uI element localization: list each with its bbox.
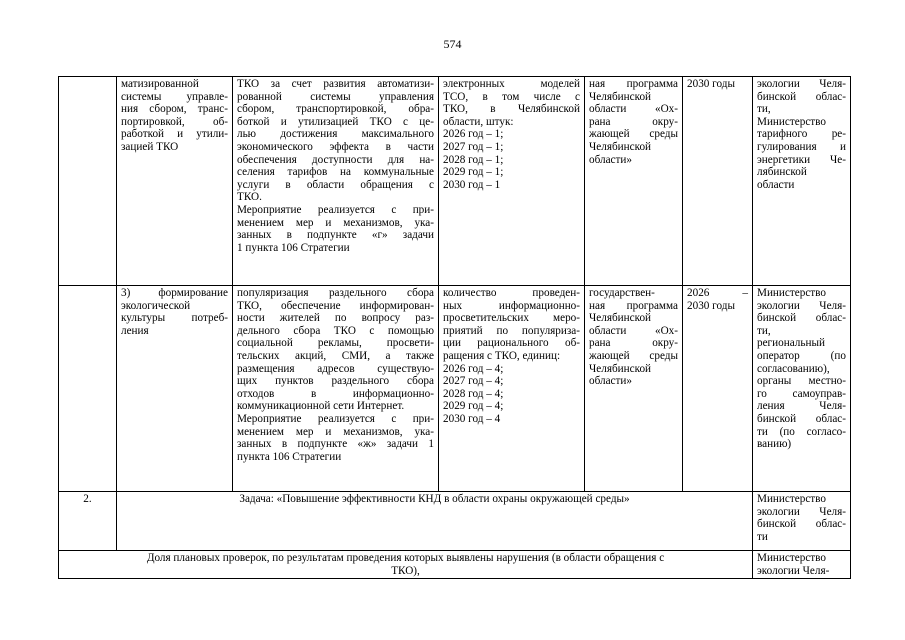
- cell-text-line: 2030 годы: [687, 78, 735, 90]
- cell-text-line: сбором, транспортировкой, обра-: [237, 103, 434, 116]
- cell-text-line: ти (по согласо-: [757, 425, 846, 438]
- cell-text-line: электронных моделей: [443, 78, 580, 90]
- indicator-cell: [439, 77, 585, 286]
- cell-text-line: го самоуправ-: [757, 387, 846, 400]
- cell-text-line: тельских акций, СМИ, а также: [237, 349, 434, 362]
- cell-text-line: рана окру-: [589, 115, 678, 128]
- task-title-cell: Задача: «Повышение эффективности КНД в области охраны окружающей среды»: [117, 492, 753, 551]
- cell-text-line: области «Ох-: [589, 324, 678, 337]
- cell-text-line: экологии Челя-: [757, 505, 846, 518]
- cell-text-line: экологической: [121, 299, 191, 312]
- cell-text-line: занных в подпункте «г» задачи: [237, 229, 434, 242]
- term-cell: [683, 77, 753, 286]
- responsible-cell: [753, 492, 851, 551]
- measures-table: [58, 76, 851, 579]
- cell-text-line: 2028 год – 4;: [443, 387, 504, 400]
- cell-text-line: ти,: [757, 103, 771, 116]
- cell-text-line: области: [757, 178, 795, 191]
- cell-text-line: ТКО, в Челябинской: [443, 103, 580, 116]
- table-row: [59, 286, 851, 492]
- cell-text-line: экономического эффекта в части: [237, 140, 434, 153]
- cell-text-line: ТСО, в том числе с: [443, 90, 580, 103]
- cell-text-line: лью достижения максимального: [237, 128, 434, 141]
- cell-text-line: бинской облас-: [757, 90, 846, 103]
- cell-text-line: просветительских меро-: [443, 312, 580, 325]
- cell-text-line: Министерство: [757, 493, 826, 505]
- cell-text-line: ТКО.: [237, 191, 262, 204]
- cell-text-line: ТКО, обеспечение информирован-: [237, 299, 434, 312]
- cell-text-line: гулирования и: [757, 140, 846, 153]
- cell-text-line: ванию): [757, 438, 792, 451]
- indicator-cell: [439, 286, 585, 492]
- cell-text-line: ления Челя-: [757, 400, 846, 413]
- table-row: [59, 77, 851, 286]
- cell-text-line: работкой и утили-: [121, 128, 228, 141]
- cell-text-line: Челябинской: [589, 362, 652, 375]
- cell-text-line: бинской облас-: [757, 412, 846, 425]
- cell-text-line: ности жителей по вопросу раз-: [237, 312, 434, 325]
- row-number-cell: [59, 77, 117, 286]
- cell-text-line: социальной рекламы, просвети-: [237, 337, 434, 350]
- cell-text-line: тарифного ре-: [757, 128, 846, 141]
- cell-text-line: региональный: [757, 337, 825, 350]
- cell-text-line: 2027 год – 1;: [443, 140, 504, 153]
- indicator-row: [59, 551, 851, 579]
- cell-text-line: Мероприятие реализуется с при-: [237, 203, 434, 216]
- cell-text-line: 1 пункта 106 Стратегии: [237, 241, 350, 254]
- cell-text-line: щих пунктов раздельного сбора: [237, 375, 434, 388]
- cell-text-line: органы местно-: [757, 375, 846, 388]
- cell-text-line: 2026 год – 1;: [443, 128, 504, 141]
- cell-text-line: обеспечения доступности для на-: [237, 153, 434, 166]
- cell-text-line: 2026 –: [687, 287, 748, 299]
- cell-text-line: Челябинской: [589, 312, 652, 325]
- cell-text-line: портировкой, об-: [121, 115, 228, 128]
- cell-text-line: матизированной: [121, 78, 199, 90]
- page-number: 574: [443, 37, 462, 51]
- cell-text-line: ТКО за счет развития автоматизи-: [237, 78, 434, 90]
- cell-text-line: области»: [589, 153, 632, 166]
- cell-text-line: Мероприятие реализуется с при-: [237, 412, 434, 425]
- cell-text-line: оператор (по: [757, 349, 846, 362]
- responsible-cell: [753, 77, 851, 286]
- cell-text-line: ная программа: [589, 299, 678, 312]
- cell-text-line: менением мер и механизмов, ука-: [237, 216, 434, 229]
- cell-text-line: 2028 год – 1;: [443, 153, 504, 166]
- responsible-cell: [753, 551, 851, 579]
- cell-text-line: бинской облас-: [757, 312, 846, 325]
- cell-text-line: ных информационно-: [443, 299, 580, 312]
- cell-text-line: Министерство: [757, 287, 826, 299]
- program-cell: [585, 286, 683, 492]
- measure-name-cell: [117, 77, 233, 286]
- cell-text-line: ния сбором, транс-: [121, 103, 228, 116]
- cell-text-line: экологии Челя-: [757, 564, 830, 574]
- cell-text-line: 2030 год – 1: [443, 178, 501, 191]
- cell-text-line: согласованию),: [757, 362, 830, 375]
- cell-text-line: коммуникационной сети Интернет.: [237, 400, 405, 413]
- task-row: [59, 492, 851, 551]
- cell-text-line: занных в подпункте «ж» задачи 1: [237, 438, 434, 451]
- cell-text-line: 2030 годы: [687, 299, 735, 312]
- cell-text-line: 2030 год – 4: [443, 412, 501, 425]
- cell-text-line: культуры потреб-: [121, 312, 228, 325]
- cell-text-line: ции рационального об-: [443, 337, 580, 350]
- cell-text-line: боткой и утилизацией ТКО с це-: [237, 115, 434, 128]
- cell-text-line: 3) формирование: [121, 287, 228, 299]
- cell-text-line: экологии Челя-: [757, 78, 846, 90]
- task-number-cell: 2.: [59, 492, 117, 551]
- indicator-title-line: Доля плановых проверок, по результатам проведения которых выявлены нарушения (в области обращения с: [146, 552, 665, 564]
- cell-text-line: ти: [757, 530, 768, 543]
- cell-text-line: менением мер и механизмов, ука-: [237, 425, 434, 438]
- cell-text-line: рана окру-: [589, 337, 678, 350]
- cell-text-line: популяризация раздельного сбора: [237, 287, 434, 299]
- cell-text-line: пункта 106 Стратегии: [237, 450, 342, 463]
- cell-text-line: экологии Челя-: [757, 299, 846, 312]
- cell-text-line: ти,: [757, 324, 771, 337]
- cell-text-line: области «Ох-: [589, 103, 678, 116]
- cell-text-line: 2029 год – 4;: [443, 400, 504, 413]
- cell-text-line: 2029 год – 1;: [443, 166, 504, 179]
- cell-text-line: селения тарифов на коммунальные: [237, 166, 434, 179]
- cell-text-line: Министерство: [757, 115, 826, 128]
- cell-text-line: ная программа: [589, 78, 678, 90]
- measure-name-cell: [117, 286, 233, 492]
- cell-text-line: государствен-: [589, 287, 655, 299]
- row-number-cell: [59, 286, 117, 492]
- cell-text-line: системы управле-: [121, 90, 228, 103]
- cell-text-line: области»: [589, 375, 632, 388]
- cell-text-line: энергетики Че-: [757, 153, 846, 166]
- cell-text-line: количество проведен-: [443, 287, 580, 299]
- cell-text-line: зацией ТКО: [121, 140, 179, 153]
- responsible-cell: [753, 286, 851, 492]
- indicator-title-cell: [59, 551, 753, 579]
- cell-text-line: бинской облас-: [757, 518, 846, 531]
- cell-text-line: области, штук:: [443, 115, 514, 128]
- cell-text-line: приятий по популяриза-: [443, 324, 580, 337]
- cell-text-line: жающей среды: [589, 349, 678, 362]
- cell-text-line: Челябинской: [589, 140, 652, 153]
- cell-text-line: жающей среды: [589, 128, 678, 141]
- measure-description-cell: [233, 286, 439, 492]
- cell-text-line: Министерство: [757, 552, 826, 564]
- cell-text-line: Челябинской: [589, 90, 652, 103]
- cell-text-line: услуги в области обращения с: [237, 178, 434, 191]
- cell-text-line: ления: [121, 324, 149, 337]
- cell-text-line: ращения с ТКО, единиц:: [443, 349, 561, 362]
- cell-text-line: 2027 год – 4;: [443, 375, 504, 388]
- cell-text-line: дельного сбора ТКО с помощью: [237, 324, 434, 337]
- term-cell: [683, 286, 753, 492]
- program-cell: [585, 77, 683, 286]
- cell-text-line: 2026 год – 4;: [443, 362, 504, 375]
- cell-text-line: отходов в информационно-: [237, 387, 434, 400]
- measure-description-cell: [233, 77, 439, 286]
- cell-text-line: размещения адресов существую-: [237, 362, 434, 375]
- cell-text-line: лябинской: [757, 166, 807, 179]
- cell-text-line: рованной системы управления: [237, 90, 434, 103]
- indicator-title-line: ТКО),: [391, 564, 420, 577]
